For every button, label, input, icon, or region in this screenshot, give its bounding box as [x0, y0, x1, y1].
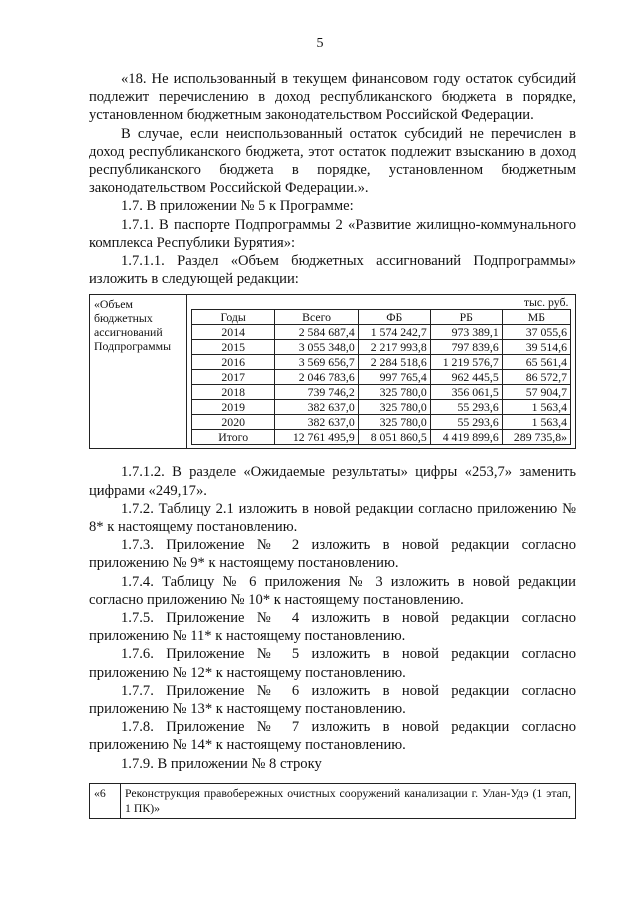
- cell-year: 2020: [192, 415, 275, 430]
- paragraph-1-7-5: 1.7.5. Приложение № 4 изложить в новой редакции согласно приложению № 11* к настоящему постановлению.: [89, 610, 576, 645]
- paragraph-1-7-1: 1.7.1. В паспорте Подпрограммы 2 «Развитие жилищно-коммунального комплекса Республики Бурятия»:: [89, 216, 576, 251]
- cell-year: 2015: [192, 340, 275, 355]
- header-rb: РБ: [430, 310, 502, 325]
- paragraph-unspent-balance: В случае, если неиспользованный остаток субсидий не перечислен в доход республиканского бюджета, этот остаток подлежит взысканию в доход республиканского бюджета в порядке, установленном бюджетным законодательством Российской Федерации.».: [89, 125, 576, 197]
- cell-year: 2016: [192, 355, 275, 370]
- cell-fb: 1 574 242,7: [358, 325, 430, 340]
- budget-figures-table: [191, 295, 571, 445]
- cell-rb: 797 839,6: [430, 340, 502, 355]
- header-mb: МБ: [502, 310, 570, 325]
- cell-mb: 1 563,4: [502, 400, 570, 415]
- table-row: [192, 370, 571, 385]
- cell-rb: 356 061,5: [430, 385, 502, 400]
- cell-total: 382 637,0: [275, 415, 358, 430]
- cell-total: 2 046 783,6: [275, 370, 358, 385]
- cell-year: Итого: [192, 430, 275, 445]
- row-description: Реконструкция правобережных очистных сооружений канализации г. Улан-Удэ (1 этап, 1 ПК)»: [121, 783, 576, 818]
- header-years: Годы: [192, 310, 275, 325]
- paragraph-1-7-2: 1.7.2. Таблицу 2.1 изложить в новой редакции согласно приложению № 8* к настоящему постановлению.: [89, 500, 576, 536]
- unit-label: тыс. руб.: [523, 295, 569, 310]
- cell-rb: 55 293,6: [430, 415, 502, 430]
- cell-mb: 1 563,4: [502, 415, 570, 430]
- table-row: [192, 385, 571, 400]
- cell-total: 382 637,0: [275, 400, 358, 415]
- row-number: «6: [90, 783, 121, 818]
- cell-mb: 37 055,6: [502, 325, 570, 340]
- cell-fb: 8 051 860,5: [358, 430, 430, 445]
- page-number: 5: [316, 36, 324, 51]
- cell-total: 2 584 687,4: [275, 325, 358, 340]
- cell-mb: 39 514,6: [502, 340, 570, 355]
- table-row: [192, 415, 571, 430]
- table-row: [192, 325, 571, 340]
- paragraph-1-7-8: 1.7.8. Приложение № 7 изложить в новой редакции согласно приложению № 14* к настоящему постановлению.: [89, 719, 576, 754]
- cell-rb: 55 293,6: [430, 400, 502, 415]
- cell-year: 2019: [192, 400, 275, 415]
- cell-mb: 289 735,8»: [502, 430, 570, 445]
- paragraph-1-7: 1.7. В приложении № 5 к Программе:: [121, 198, 354, 215]
- cell-rb: 4 419 899,6: [430, 430, 502, 445]
- table-row: [192, 355, 571, 370]
- paragraph-1-7-6: 1.7.6. Приложение № 5 изложить в новой редакции согласно приложению № 12* к настоящему постановлению.: [89, 646, 576, 681]
- cell-rb: 973 389,1: [430, 325, 502, 340]
- cell-mb: 86 572,7: [502, 370, 570, 385]
- cell-fb: 997 765,4: [358, 370, 430, 385]
- paragraph-1-7-7: 1.7.7. Приложение № 6 изложить в новой редакции согласно приложению № 13* к настоящему постановлению.: [89, 682, 576, 718]
- table-row: [192, 340, 571, 355]
- budget-allocation-table: [89, 294, 576, 449]
- header-fb: ФБ: [358, 310, 430, 325]
- budget-table-label: «Объем бюджетных ассигнований Подпрограммы: [90, 295, 187, 449]
- paragraph-1-7-1-1: 1.7.1.1. Раздел «Объем бюджетных ассигнований Подпрограммы» изложить в следующей редакции:: [89, 253, 576, 288]
- cell-fb: 2 284 518,6: [358, 355, 430, 370]
- table-row: [192, 400, 571, 415]
- paragraph-1-7-4: 1.7.4. Таблицу № 6 приложения № 3 изложить в новой редакции согласно приложению № 10* к настоящему постановлению.: [89, 573, 576, 608]
- table-row-total: [192, 430, 571, 445]
- cell-total: 739 746,2: [275, 385, 358, 400]
- cell-fb: 2 217 993,8: [358, 340, 430, 355]
- appendix-8-row-table: [89, 783, 576, 819]
- cell-total: 3 055 348,0: [275, 340, 358, 355]
- header-row: [192, 310, 571, 325]
- cell-total: 12 761 495,9: [275, 430, 358, 445]
- cell-year: 2014: [192, 325, 275, 340]
- paragraph-1-7-1-2: 1.7.1.2. В разделе «Ожидаемые результаты» цифры «253,7» заменить цифрами «249,17».: [89, 464, 576, 499]
- cell-year: 2017: [192, 370, 275, 385]
- cell-fb: 325 780,0: [358, 400, 430, 415]
- cell-year: 2018: [192, 385, 275, 400]
- cell-total: 3 569 656,7: [275, 355, 358, 370]
- cell-mb: 65 561,4: [502, 355, 570, 370]
- paragraph-18: «18. Не использованный в текущем финансовом году остаток субсидий подлежит перечислению в доход республиканского бюджета в порядке, установленном бюджетным законодательством Российской Федерации.: [89, 71, 576, 124]
- cell-fb: 325 780,0: [358, 385, 430, 400]
- cell-fb: 325 780,0: [358, 415, 430, 430]
- cell-rb: 962 445,5: [430, 370, 502, 385]
- document-body: [89, 70, 576, 819]
- cell-mb: 57 904,7: [502, 385, 570, 400]
- table-row: [90, 783, 576, 818]
- paragraph-1-7-9: 1.7.9. В приложении № 8 строку: [121, 755, 322, 772]
- header-total: Всего: [275, 310, 358, 325]
- cell-rb: 1 219 576,7: [430, 355, 502, 370]
- paragraph-1-7-3: 1.7.3. Приложение № 2 изложить в новой редакции согласно приложению № 9* к настоящему постановлению.: [89, 537, 576, 572]
